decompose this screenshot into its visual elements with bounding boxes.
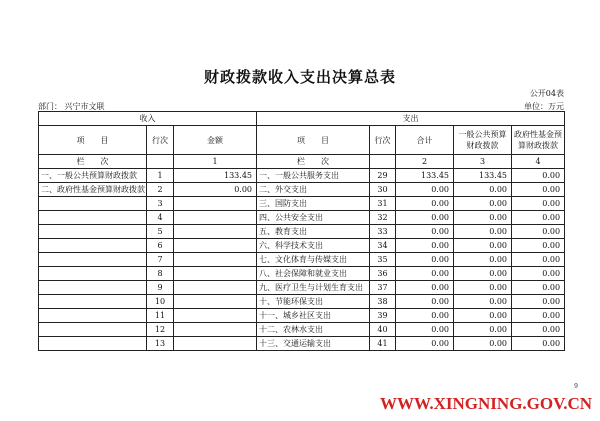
expense-item-cell: 三、国防支出 xyxy=(257,197,370,211)
income-line-cell: 6 xyxy=(147,239,174,253)
general-budget-cell: 133.45 xyxy=(454,169,512,183)
expense-item-header: 项 目 xyxy=(257,126,370,155)
expense-line-cell: 29 xyxy=(370,169,396,183)
expense-item-cell: 十一、城乡社区支出 xyxy=(257,309,370,323)
expense-total-cell: 0.00 xyxy=(396,197,454,211)
expense-total-cell: 0.00 xyxy=(396,225,454,239)
gov-fund-cell: 0.00 xyxy=(512,337,565,351)
income-item-cell xyxy=(39,239,147,253)
col-index-3: 3 xyxy=(454,155,512,169)
income-line-header: 行次 xyxy=(147,126,174,155)
income-line-cell: 5 xyxy=(147,225,174,239)
income-item-cell xyxy=(39,295,147,309)
income-item-header: 项 目 xyxy=(39,126,147,155)
expense-line-cell: 35 xyxy=(370,253,396,267)
income-item-cell: 一、一般公共预算财政拨款 xyxy=(39,169,147,183)
gov-fund-cell: 0.00 xyxy=(512,183,565,197)
general-budget-cell: 0.00 xyxy=(454,211,512,225)
income-amount-cell xyxy=(174,225,257,239)
general-budget-cell: 0.00 xyxy=(454,183,512,197)
expense-total-cell: 0.00 xyxy=(396,309,454,323)
income-amount-cell xyxy=(174,309,257,323)
expense-line-cell: 39 xyxy=(370,309,396,323)
general-budget-cell: 0.00 xyxy=(454,309,512,323)
expense-line-cell: 37 xyxy=(370,281,396,295)
empty-cell xyxy=(147,155,174,169)
gov-fund-cell: 0.00 xyxy=(512,239,565,253)
general-budget-cell: 0.00 xyxy=(454,323,512,337)
gov-fund-cell: 0.00 xyxy=(512,211,565,225)
income-line-cell: 11 xyxy=(147,309,174,323)
gov-fund-cell: 0.00 xyxy=(512,197,565,211)
income-line-cell: 1 xyxy=(147,169,174,183)
expense-header: 支出 xyxy=(257,112,565,126)
table-row xyxy=(39,309,565,323)
income-amount-cell xyxy=(174,337,257,351)
table-row xyxy=(39,239,565,253)
income-line-cell: 12 xyxy=(147,323,174,337)
income-line-cell: 7 xyxy=(147,253,174,267)
expense-total-cell: 0.00 xyxy=(396,183,454,197)
table-row xyxy=(39,337,565,351)
expense-total-cell: 0.00 xyxy=(396,253,454,267)
empty-cell xyxy=(370,155,396,169)
expense-line-cell: 36 xyxy=(370,267,396,281)
income-amount-cell xyxy=(174,281,257,295)
income-line-cell: 10 xyxy=(147,295,174,309)
total-header: 合计 xyxy=(396,126,454,155)
department-label: 部门： 兴宁市文联 xyxy=(38,102,105,111)
general-budget-cell: 0.00 xyxy=(454,337,512,351)
expense-item-cell: 二、外交支出 xyxy=(257,183,370,197)
table-row xyxy=(39,281,565,295)
income-item-cell xyxy=(39,211,147,225)
expense-item-cell: 八、社会保障和就业支出 xyxy=(257,267,370,281)
income-item-cell: 二、政府性基金预算财政拨款 xyxy=(39,183,147,197)
income-line-cell: 2 xyxy=(147,183,174,197)
gov-fund-cell: 0.00 xyxy=(512,281,565,295)
expense-line-cell: 33 xyxy=(370,225,396,239)
col-index-1: 1 xyxy=(174,155,257,169)
form-number: 公开04表 xyxy=(529,89,564,98)
gov-fund-cell: 0.00 xyxy=(512,267,565,281)
general-budget-cell: 0.00 xyxy=(454,197,512,211)
page-mark: 9 xyxy=(574,383,578,390)
expense-total-cell: 133.45 xyxy=(396,169,454,183)
gov-fund-cell: 0.00 xyxy=(512,295,565,309)
gov-fund-cell: 0.00 xyxy=(512,225,565,239)
income-amount-cell xyxy=(174,239,257,253)
table-row xyxy=(39,225,565,239)
gov-fund-cell: 0.00 xyxy=(512,309,565,323)
income-item-cell xyxy=(39,197,147,211)
gov-fund-cell: 0.00 xyxy=(512,323,565,337)
income-line-cell: 4 xyxy=(147,211,174,225)
table-row xyxy=(39,197,565,211)
income-line-cell: 8 xyxy=(147,267,174,281)
income-line-cell: 9 xyxy=(147,281,174,295)
income-amount-cell xyxy=(174,253,257,267)
income-line-cell: 13 xyxy=(147,337,174,351)
income-amount-cell xyxy=(174,197,257,211)
expense-line-cell: 40 xyxy=(370,323,396,337)
income-amount-cell xyxy=(174,211,257,225)
income-amount-cell: 0.00 xyxy=(174,183,257,197)
expense-line-cell: 38 xyxy=(370,295,396,309)
general-budget-header: 一般公共预算财政拨款 xyxy=(454,126,512,155)
income-item-cell xyxy=(39,337,147,351)
income-amount-cell xyxy=(174,295,257,309)
report-table xyxy=(38,111,565,351)
expense-item-cell: 六、科学技术支出 xyxy=(257,239,370,253)
income-header: 收入 xyxy=(39,112,257,126)
table-row xyxy=(39,169,565,183)
expense-line-cell: 41 xyxy=(370,337,396,351)
income-item-cell xyxy=(39,253,147,267)
general-budget-cell: 0.00 xyxy=(454,281,512,295)
income-item-cell xyxy=(39,323,147,337)
expense-line-cell: 34 xyxy=(370,239,396,253)
expense-item-cell: 五、教育支出 xyxy=(257,225,370,239)
income-item-cell xyxy=(39,281,147,295)
expense-total-cell: 0.00 xyxy=(396,281,454,295)
table-row xyxy=(39,267,565,281)
expense-total-cell: 0.00 xyxy=(396,267,454,281)
expense-total-cell: 0.00 xyxy=(396,337,454,351)
income-amount-cell xyxy=(174,323,257,337)
table-row xyxy=(39,323,565,337)
general-budget-cell: 0.00 xyxy=(454,225,512,239)
gov-fund-header: 政府性基金预算财政拨款 xyxy=(512,126,565,155)
expense-total-cell: 0.00 xyxy=(396,323,454,337)
gov-fund-cell: 0.00 xyxy=(512,169,565,183)
expense-column-label: 栏 次 xyxy=(257,155,370,169)
general-budget-cell: 0.00 xyxy=(454,239,512,253)
expense-line-header: 行次 xyxy=(370,126,396,155)
income-line-cell: 3 xyxy=(147,197,174,211)
expense-item-cell: 七、文化体育与传媒支出 xyxy=(257,253,370,267)
income-item-cell xyxy=(39,225,147,239)
expense-line-cell: 30 xyxy=(370,183,396,197)
col-index-4: 4 xyxy=(512,155,565,169)
table-row xyxy=(39,253,565,267)
expense-line-cell: 31 xyxy=(370,197,396,211)
expense-total-cell: 0.00 xyxy=(396,239,454,253)
expense-total-cell: 0.00 xyxy=(396,295,454,309)
income-column-label: 栏 次 xyxy=(39,155,147,169)
table-row xyxy=(39,183,565,197)
expense-line-cell: 32 xyxy=(370,211,396,225)
income-item-cell xyxy=(39,267,147,281)
expense-item-cell: 四、公共安全支出 xyxy=(257,211,370,225)
col-index-2: 2 xyxy=(396,155,454,169)
expense-total-cell: 0.00 xyxy=(396,211,454,225)
expense-item-cell: 十二、农林水支出 xyxy=(257,323,370,337)
table-row xyxy=(39,211,565,225)
general-budget-cell: 0.00 xyxy=(454,267,512,281)
general-budget-cell: 0.00 xyxy=(454,295,512,309)
expense-item-cell: 十、节能环保支出 xyxy=(257,295,370,309)
income-amount-header: 金额 xyxy=(174,126,257,155)
expense-item-cell: 十三、交通运输支出 xyxy=(257,337,370,351)
income-amount-cell xyxy=(174,267,257,281)
income-item-cell xyxy=(39,309,147,323)
site-watermark: WWW.XINGNING.GOV.CN xyxy=(379,394,592,413)
unit-label: 单位：万元 xyxy=(524,102,564,111)
expense-item-cell: 一、一般公共服务支出 xyxy=(257,169,370,183)
general-budget-cell: 0.00 xyxy=(454,253,512,267)
expense-item-cell: 九、医疗卫生与计划生育支出 xyxy=(257,281,370,295)
gov-fund-cell: 0.00 xyxy=(512,253,565,267)
table-row xyxy=(39,295,565,309)
page-title: 财政拨款收入支出决算总表 xyxy=(203,68,396,86)
income-amount-cell: 133.45 xyxy=(174,169,257,183)
